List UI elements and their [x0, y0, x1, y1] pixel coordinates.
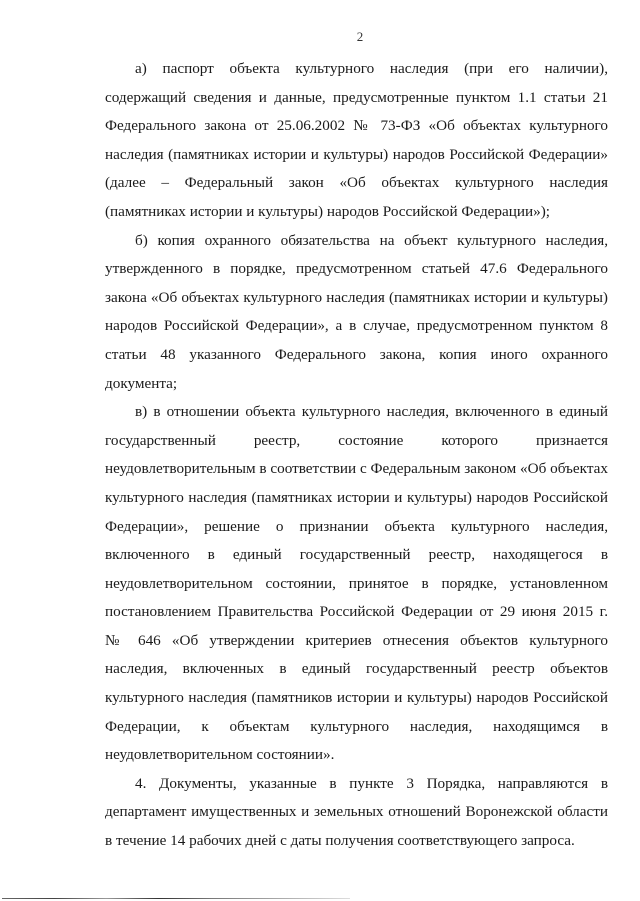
text-line: народов Российской Федерации», а в случае, предусмотренном пунктом 8: [105, 317, 608, 335]
text-line: государственный реестр, состояние которого признается: [105, 431, 608, 449]
text-line: документа;: [105, 374, 178, 392]
paragraph-a: [105, 55, 608, 227]
text-line: закона «Об объектах культурного наследия (памятниках истории и культуры): [105, 288, 608, 306]
text-line: Федерального закона от 25.06.2002 № 73-ФЗ «Об объектах культурного: [105, 117, 608, 135]
text-line: Федерации, к объектам культурного наследия, находящимся в: [105, 717, 608, 735]
text-line: (далее – Федеральный закон «Об объектах культурного наследия: [105, 174, 608, 192]
text-line: наследия (памятниках истории и культуры) народов Российской Федерации»: [105, 145, 608, 163]
text-line: наследия, включенных в единый государственный реестр объектов: [105, 660, 608, 678]
text-line: культурного наследия (памятников истории и культуры) народов Российской: [105, 689, 608, 707]
paragraph-4: [105, 770, 608, 856]
text-line: в течение 14 рабочих дней с даты получения соответствующего запроса.: [105, 832, 575, 850]
text-line: 4. Документы, указанные в пункте 3 Порядка, направляются в: [135, 774, 608, 792]
text-line: а) паспорт объекта культурного наследия (при его наличии),: [135, 60, 608, 77]
text-line: неудовлетворительном состоянии».: [105, 746, 335, 764]
text-line: утвержденного в порядке, предусмотренном статьей 47.6 Федерального: [105, 260, 608, 278]
text-line: департамент имущественных и земельных отношений Воронежской области: [105, 803, 608, 821]
text-line: Федерации», решение о признании объекта культурного наследия,: [105, 517, 608, 535]
paragraph-b: [105, 227, 608, 399]
text-line: постановлением Правительства Российской Федерации от 29 июня 2015 г.: [105, 603, 608, 621]
text-line: б) копия охранного обязательства на объект культурного наследия,: [135, 231, 608, 249]
document-body: [105, 55, 608, 856]
text-line: в) в отношении объекта культурного наследия, включенного в единый: [135, 403, 608, 421]
scan-edge-line: [2, 898, 350, 899]
page-number: 2: [356, 29, 364, 44]
text-line: статьи 48 указанного Федерального закона, копия иного охранного: [105, 345, 608, 363]
text-line: № 646 «Об утверждении критериев отнесения объектов культурного: [105, 631, 608, 649]
text-line: включенного в единый государственный реестр, находящегося в: [105, 546, 608, 564]
text-line: содержащий сведения и данные, предусмотренные пунктом 1.1 статьи 21: [105, 88, 608, 106]
text-line: культурного наследия (памятниках истории и культуры) народов Российской: [105, 488, 608, 506]
paragraph-v: [105, 398, 608, 770]
text-line: неудовлетворительным в соответствии с Федеральным законом «Об объектах: [105, 460, 608, 478]
text-line: (памятниках истории и культуры) народов Российской Федерации»);: [105, 202, 551, 220]
text-line: неудовлетворительном состоянии, принятое в порядке, установленном: [105, 574, 608, 592]
